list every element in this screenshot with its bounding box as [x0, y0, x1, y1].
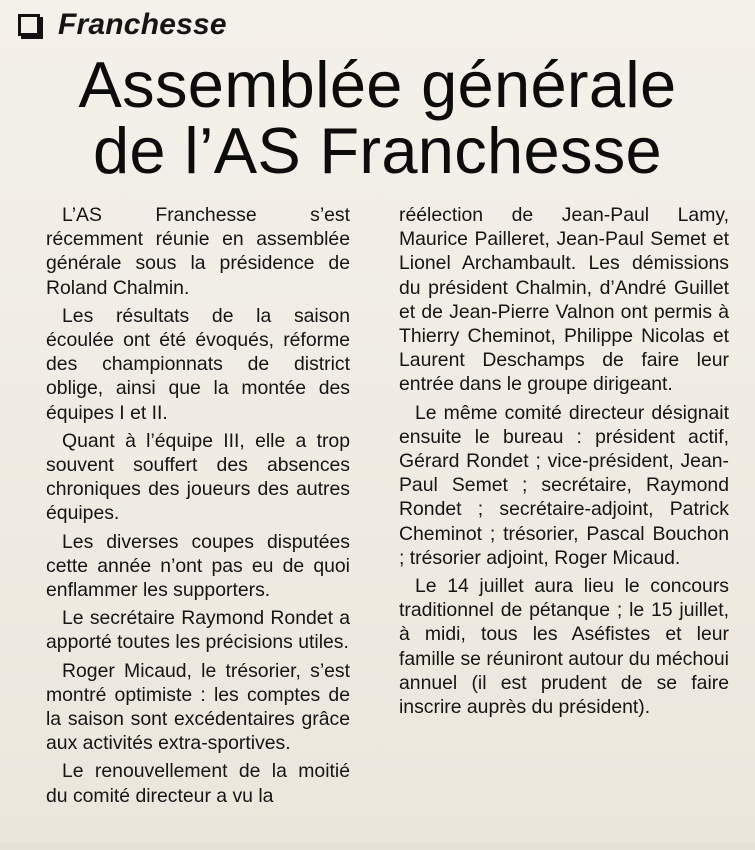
- article-headline: [0, 48, 755, 187]
- paragraph: réélection de Jean-Paul Lamy, Maurice Pailleret, Jean-Paul Semet et Lionel Archambault. Les démissions du président Chalmin, d’André Guillet et de Jean-Pierre Valnon ont permis à Thierry Cheminot, Philippe Nicolas et Laurent Deschamps de faire leur entrée dans le groupe dirigeant.: [399, 204, 729, 396]
- article-column-left: [46, 203, 350, 808]
- article-column-right: [399, 203, 729, 719]
- bottom-edge: [0, 843, 755, 850]
- section-kicker: [18, 8, 227, 42]
- paragraph: L’AS Franchesse s’est récemment réunie en assemblée générale sous la présidence de Roland Chalmin.: [46, 204, 350, 299]
- headline-line-2: de l’AS Franchesse: [92, 114, 662, 187]
- paragraph: Le même comité directeur désignait ensuite le bureau : président actif, Gérard Rondet ; vice-président, Jean-Paul Semet ; secrétaire, Raymond Rondet ; secrétaire-adjoint, Patrick Cheminot ; trésorier, Pascal Bouchon ; trésorier adjoint, Roger Micaud.: [399, 401, 729, 569]
- headline-line-1: Assemblée générale: [78, 48, 677, 121]
- paragraph: Quant à l’équipe III, elle a trop souvent souffert des absences chroniques des joueurs des autres équipes.: [46, 429, 350, 525]
- paragraph: Le renouvellement de la moitié du comité directeur a vu la: [46, 760, 350, 807]
- kicker-label: Franchesse: [58, 8, 227, 41]
- paragraph: Le secrétaire Raymond Rondet a apporté toutes les précisions utiles.: [46, 607, 350, 654]
- paragraph: Roger Micaud, le trésorier, s’est montré optimiste : les comptes de la saison sont excédentaires grâce aux activités extra-sportives.: [46, 659, 350, 755]
- paragraph: Les résultats de la saison écoulée ont été évoqués, réforme des championnats de district oblige, ainsi que la montée des équipes I et II.: [46, 304, 350, 424]
- paragraph: Les diverses coupes disputées cette année n’ont pas eu de quoi enflammer les supporters.: [46, 530, 350, 602]
- paragraph: Le 14 juillet aura lieu le concours traditionnel de pétanque ; le 15 juillet, à midi, tous les Aséfistes et leur famille se réuniront autour du méchoui annuel (il est prudent de se faire inscrire auprès du président).: [399, 575, 729, 719]
- square-bullet-icon: [18, 14, 40, 36]
